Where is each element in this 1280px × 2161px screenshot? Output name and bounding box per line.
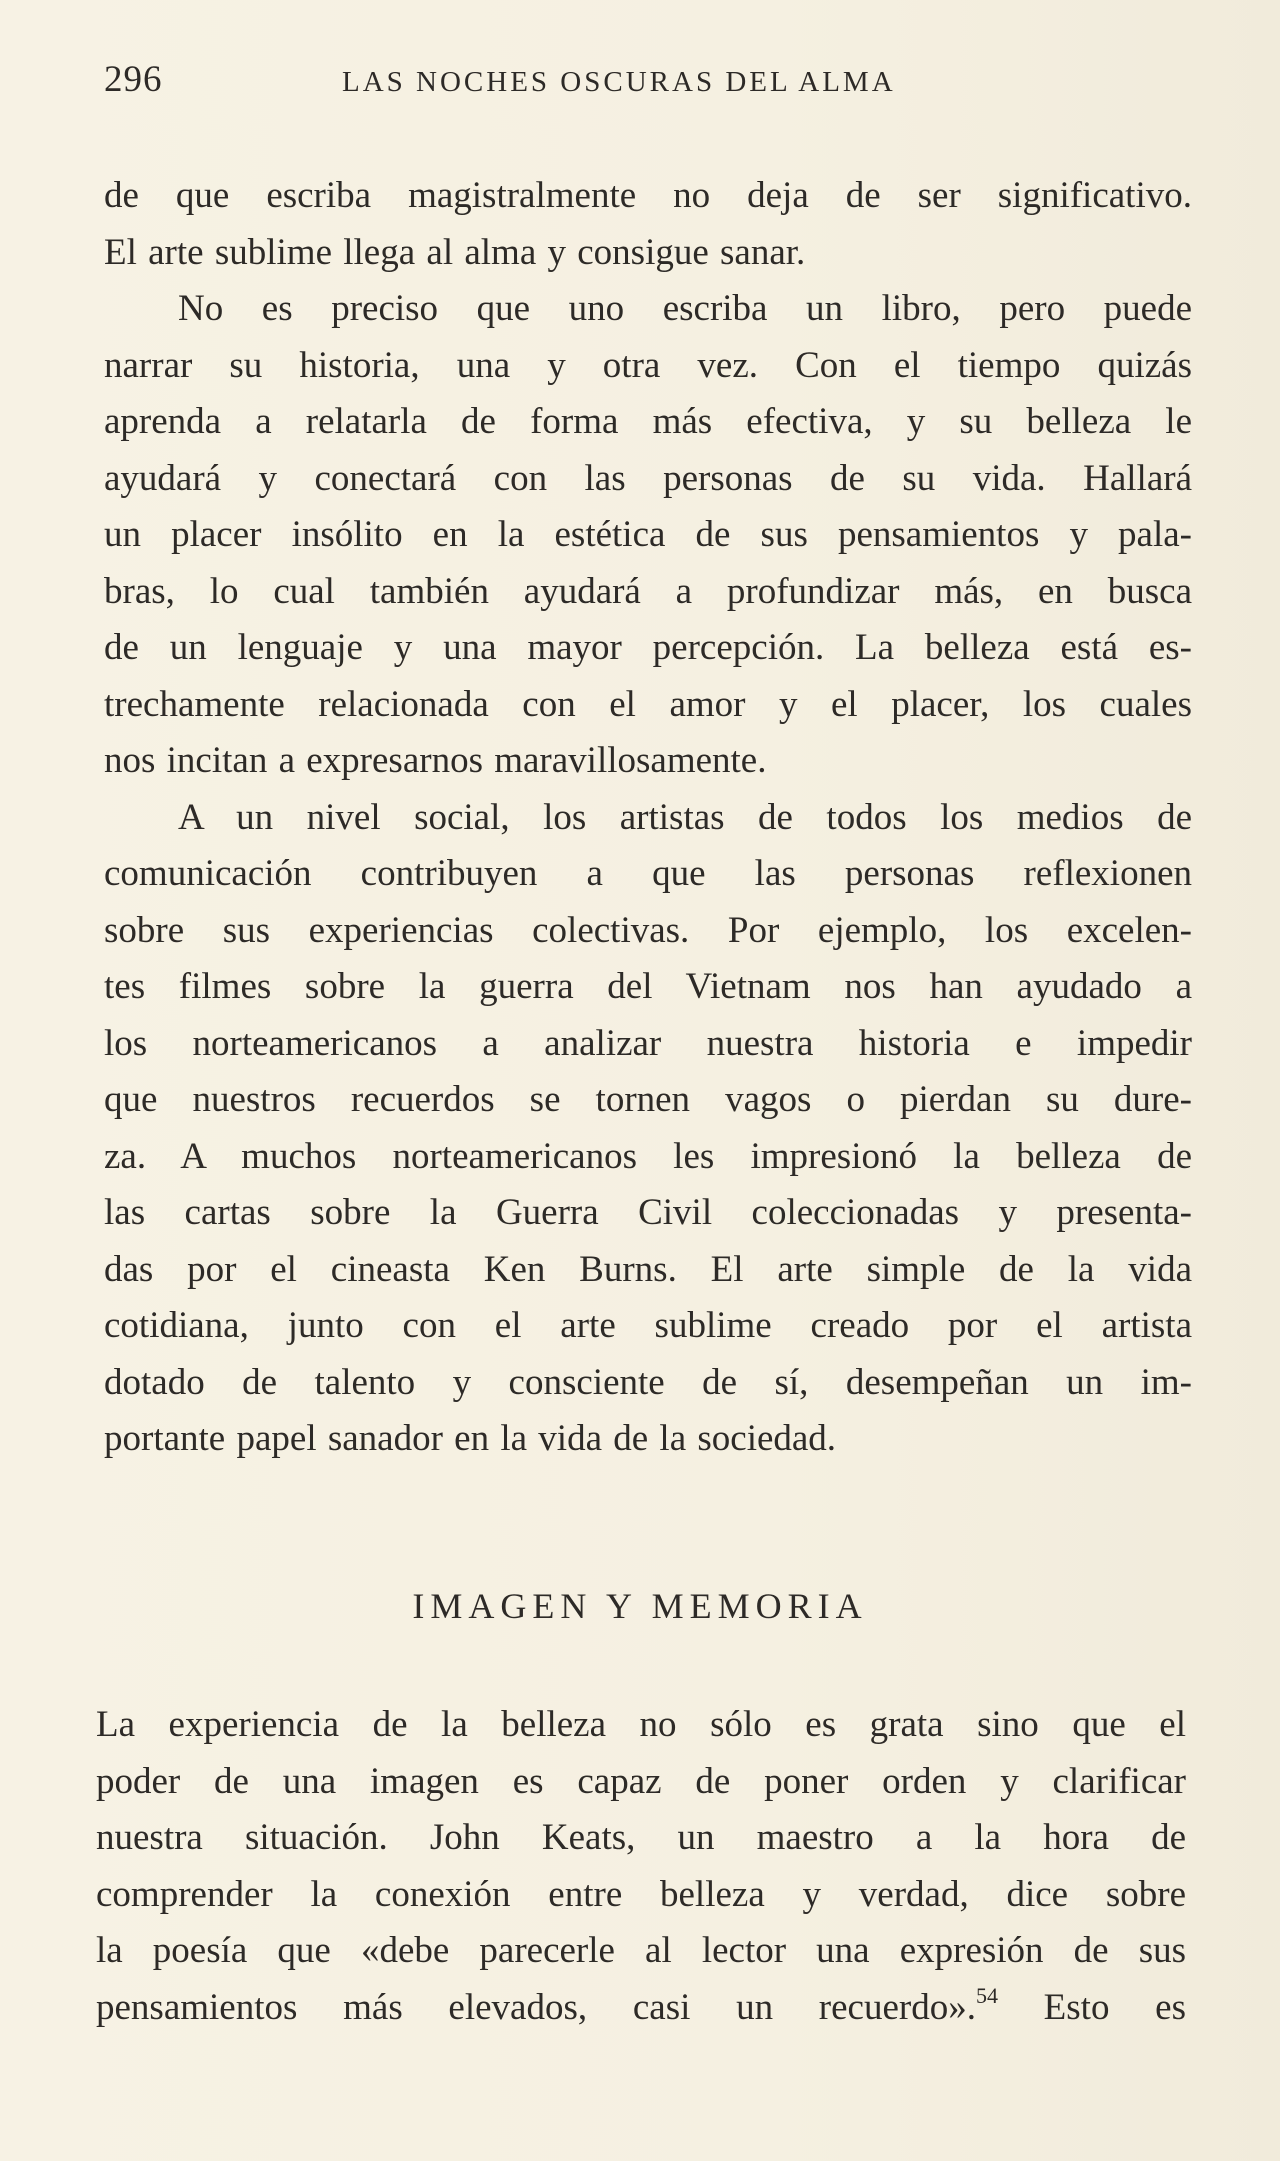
text-line: de un lenguaje y una mayor percepción. La belleza está es-: [104, 627, 1192, 668]
text-line: El arte sublime llega al alma y consigue sanar.: [104, 231, 806, 273]
text-line: aprenda a relatarla de forma más efectiva, y su belleza le: [104, 401, 1192, 442]
text-line: la poesía que «debe parecerle al lector una expresión de sus: [96, 1930, 1186, 1971]
text-line: las cartas sobre la Guerra Civil coleccionadas y presenta-: [104, 1192, 1192, 1233]
text-line: que nuestros recuerdos se tornen vagos o pierdan su dure-: [104, 1079, 1192, 1120]
running-title: LAS NOCHES OSCURAS DEL ALMA: [342, 66, 896, 98]
text-line: de que escriba magistralmente no deja de ser significativo.: [104, 175, 1192, 216]
text-span: Esto es: [997, 1986, 1186, 2028]
text-line: trechamente relacionada con el amor y el placer, los cuales: [104, 683, 1192, 725]
text-line: ayudará y conectará con las personas de su vida. Hallará: [104, 457, 1192, 499]
text-line: comunicación contribuyen a que las personas reflexionen: [104, 853, 1192, 894]
text-line: A un nivel social, los artistas de todos los medios de: [178, 796, 1192, 838]
text-line: los norteamericanos a analizar nuestra historia e impedir: [104, 1022, 1192, 1064]
page-header: [104, 58, 1194, 108]
text-line: cotidiana, junto con el arte sublime creado por el artista: [104, 1305, 1192, 1346]
text-line: un placer insólito en la estética de sus pensamientos y pala-: [104, 514, 1192, 555]
footnote-reference[interactable]: 54: [975, 1982, 998, 2008]
text-line: za. A muchos norteamericanos les impresionó la belleza de: [104, 1135, 1192, 1177]
text-line-with-footnote: [96, 1980, 1186, 2037]
text-line: La experiencia de la belleza no sólo es grata sino que el: [96, 1704, 1186, 1745]
text-line: dotado de talento y consciente de sí, desempeñan un im-: [104, 1361, 1192, 1403]
text-line: das por el cineasta Ken Burns. El arte simple de la vida: [104, 1248, 1192, 1290]
section-heading: IMAGEN Y MEMORIA: [412, 1586, 868, 1626]
text-line: nuestra situación. John Keats, un maestro a la hora de: [96, 1817, 1186, 1858]
text-line: comprender la conexión entre belleza y verdad, dice sobre: [96, 1873, 1186, 1915]
body-text-section: [96, 1697, 1186, 2036]
text-line: sobre sus experiencias colectivas. Por ejemplo, los excelen-: [104, 909, 1192, 951]
page-number: 296: [104, 59, 163, 100]
text-line: nos incitan a expresarnos maravillosamente.: [104, 740, 767, 781]
text-line: bras, lo cual también ayudará a profundizar más, en busca: [104, 570, 1192, 612]
text-line: narrar su historia, una y otra vez. Con el tiempo quizás: [104, 344, 1192, 386]
text-line: portante papel sanador en la vida de la sociedad.: [104, 1418, 837, 1459]
text-line: No es preciso que uno escriba un libro, pero puede: [178, 288, 1192, 329]
text-line: poder de una imagen es capaz de poner orden y clarificar: [96, 1760, 1186, 1802]
body-text-top: [104, 168, 1192, 1468]
text-span: pensamientos más elevados, casi un recuerdo».: [96, 1986, 976, 2028]
text-line: tes filmes sobre la guerra del Vietnam nos han ayudado a: [104, 966, 1192, 1007]
